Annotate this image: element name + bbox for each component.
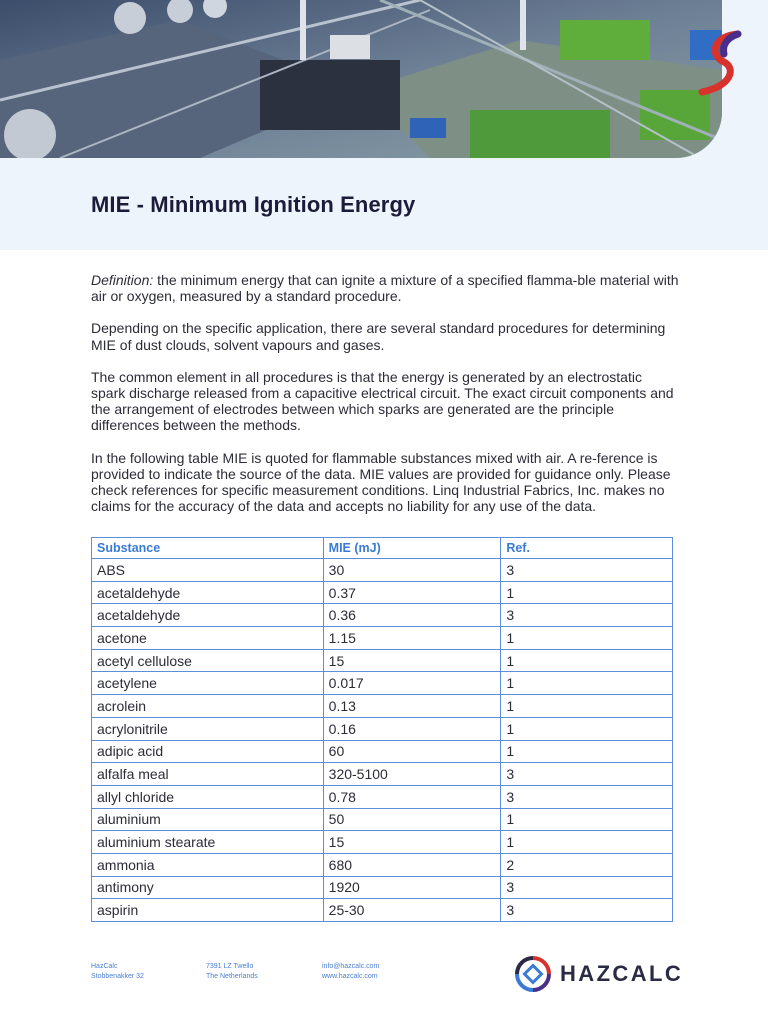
cell-ref: 1 — [501, 831, 673, 854]
table-header-row — [92, 538, 673, 559]
cell-substance: ammonia — [92, 853, 324, 876]
table-row — [92, 581, 673, 604]
table-row — [92, 740, 673, 763]
cell-mie: 1.15 — [323, 627, 501, 650]
page-title: MIE - Minimum Ignition Energy — [91, 192, 416, 217]
table-row — [92, 876, 673, 899]
footer-address — [91, 962, 144, 982]
cell-mie: 0.017 — [323, 672, 501, 695]
cell-mie: 30 — [323, 559, 501, 582]
cell-ref: 1 — [501, 717, 673, 740]
cell-substance: acetaldehyde — [92, 581, 324, 604]
column-header-mie: MIE (mJ) — [323, 538, 501, 559]
mie-table — [91, 537, 673, 922]
cell-mie: 50 — [323, 808, 501, 831]
table-row — [92, 717, 673, 740]
table-row — [92, 604, 673, 627]
cell-ref: 1 — [501, 627, 673, 650]
hazcalc-logo-icon — [514, 955, 552, 993]
table-row — [92, 672, 673, 695]
cell-mie: 320-5100 — [323, 763, 501, 786]
cell-substance: acetylene — [92, 672, 324, 695]
cell-substance: aluminium — [92, 808, 324, 831]
cell-substance: acetone — [92, 627, 324, 650]
cell-ref: 1 — [501, 649, 673, 672]
cell-ref: 3 — [501, 604, 673, 627]
definition-label: Definition: — [91, 272, 154, 288]
table-row — [92, 785, 673, 808]
table-row — [92, 831, 673, 854]
table-body — [92, 559, 673, 922]
cell-mie: 25-30 — [323, 899, 501, 922]
hazcalc-logo — [514, 955, 684, 993]
column-header-substance: Substance — [92, 538, 324, 559]
table-row — [92, 808, 673, 831]
cell-ref: 3 — [501, 763, 673, 786]
table-row — [92, 853, 673, 876]
cell-substance: allyl chloride — [92, 785, 324, 808]
procedures-paragraph: Depending on the specific application, there are several standard procedures for determining MIE of dust clouds, solvent vapours and gases. — [91, 320, 666, 353]
cell-substance: acrolein — [92, 695, 324, 718]
cell-substance: alfalfa meal — [92, 763, 324, 786]
cell-ref: 3 — [501, 785, 673, 808]
footer-company: HazCalc — [91, 963, 118, 970]
table-row — [92, 559, 673, 582]
cell-ref: 1 — [501, 808, 673, 831]
cell-ref: 3 — [501, 559, 673, 582]
common-element-paragraph: The common element in all procedures is that the energy is generated by an electrostatic spark discharge released from a capacitive electrical circuit. The exact circuit components and the arrangement of electrodes between which sparks are generated are the principle differences between the methods. — [91, 368, 674, 434]
footer-email-link[interactable]: info@hazcalc.com — [322, 963, 380, 970]
table-row — [92, 627, 673, 650]
cell-mie: 1920 — [323, 876, 501, 899]
cell-mie: 0.13 — [323, 695, 501, 718]
cell-substance: adipic acid — [92, 740, 324, 763]
definition-text: the minimum energy that can ignite a mixture of a specified flamma-ble material with air or oxygen, measured by a standard procedure. — [91, 272, 679, 305]
cell-ref: 1 — [501, 695, 673, 718]
table-row — [92, 899, 673, 922]
table-row — [92, 649, 673, 672]
cell-mie: 0.37 — [323, 581, 501, 604]
cell-substance: aspirin — [92, 899, 324, 922]
definition-paragraph — [91, 272, 679, 304]
cell-substance: acrylonitrile — [92, 717, 324, 740]
industrial-plant-photo — [0, 0, 722, 158]
cell-substance: ABS — [92, 559, 324, 582]
table-intro-paragraph: In the following table MIE is quoted for flammable substances mixed with air. A re-ference is provided to indicate the source of the data. MIE values are provided for guidance only. Please check references for specific measurement conditions. Linq Industrial Fabrics, Inc. makes no claims for the accuracy of the data and accepts no liability for any use of the data. — [91, 449, 671, 515]
cell-ref: 3 — [501, 876, 673, 899]
column-header-ref: Ref. — [501, 538, 673, 559]
cell-substance: aluminium stearate — [92, 831, 324, 854]
cell-ref: 2 — [501, 853, 673, 876]
cell-ref: 1 — [501, 740, 673, 763]
cell-mie: 0.16 — [323, 717, 501, 740]
intro-text — [91, 272, 679, 514]
cell-ref: 1 — [501, 581, 673, 604]
cell-mie: 60 — [323, 740, 501, 763]
cell-mie: 15 — [323, 831, 501, 854]
brand-swoosh-icon — [694, 28, 746, 98]
table-row — [92, 763, 673, 786]
cell-ref: 3 — [501, 899, 673, 922]
cell-ref: 1 — [501, 672, 673, 695]
footer-street: Stobbenakker 32 — [91, 973, 144, 980]
hazcalc-logo-text: HAZCALC — [560, 961, 684, 986]
header-band — [0, 0, 768, 250]
footer-contact — [322, 962, 379, 982]
cell-mie: 0.36 — [323, 604, 501, 627]
cell-mie: 680 — [323, 853, 501, 876]
cell-substance: acetaldehyde — [92, 604, 324, 627]
cell-mie: 0.78 — [323, 785, 501, 808]
table-row — [92, 695, 673, 718]
footer-country: The Netherlands — [206, 973, 258, 980]
cell-mie: 15 — [323, 649, 501, 672]
footer-website-link[interactable]: www.hazcalc.com — [322, 973, 378, 980]
footer-postal: 7391 LZ Twello — [206, 963, 254, 970]
footer-city — [206, 962, 258, 982]
cell-substance: acetyl cellulose — [92, 649, 324, 672]
cell-substance: antimony — [92, 876, 324, 899]
